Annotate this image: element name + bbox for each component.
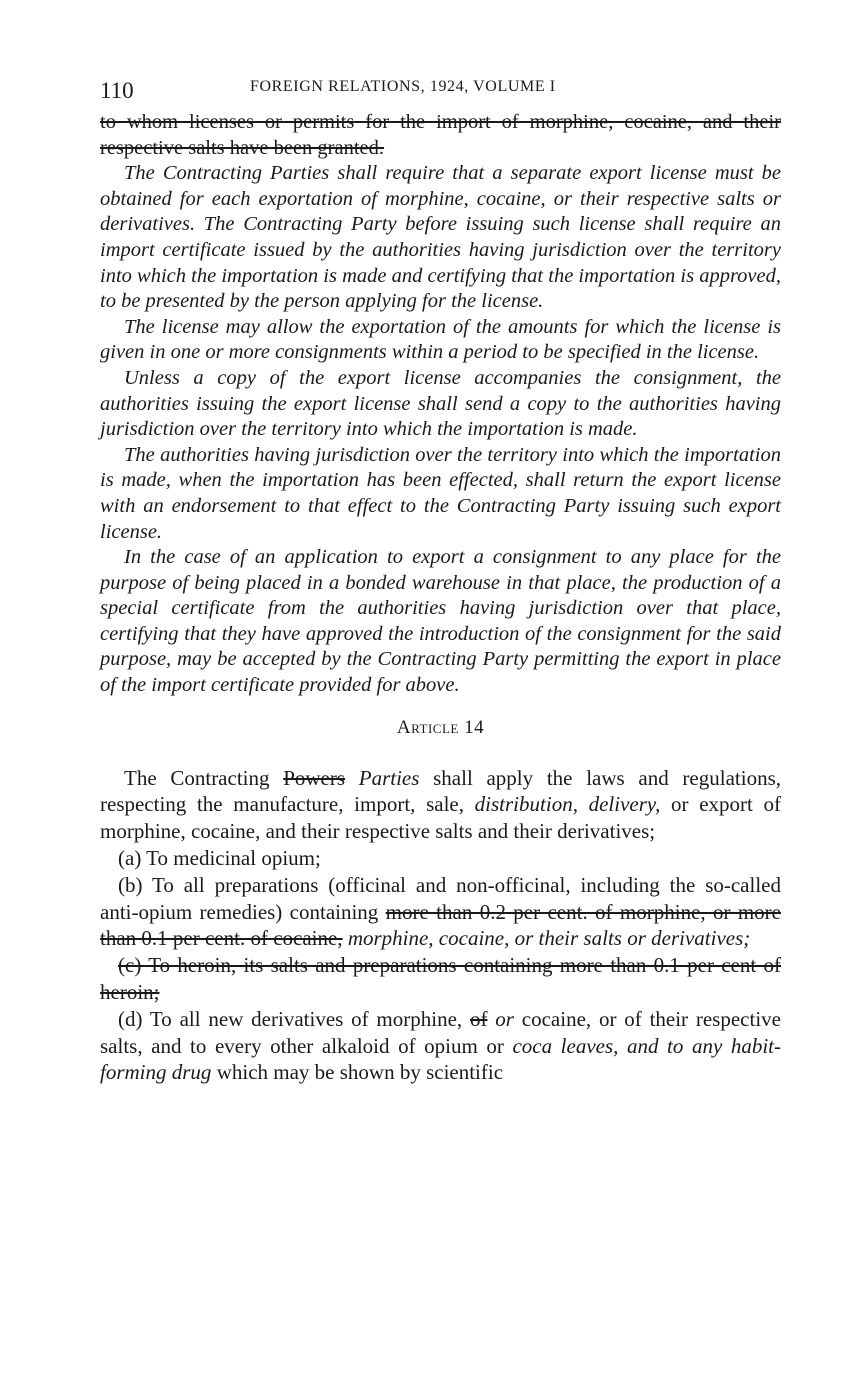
paragraph-endorsement: The authorities having jurisdiction over the territory into which the importation is made, when the importation has been effected, shall return the export license with an endorsement to that effect to the Contracting Party issuing such export license. — [100, 443, 781, 543]
item-d-text-3: which may be shown by scientific — [211, 1060, 504, 1085]
item-d-italic-coca: coca leaves, and to any habit-forming drug — [100, 1033, 781, 1085]
item-b-text-1: (b) To all preparations (officinal and non-officinal, including the so-called anti-opium remedies) containing — [100, 872, 781, 924]
item-d-struck-of: of — [469, 1006, 488, 1031]
intro-struck-powers: Powers — [283, 765, 346, 790]
item-b — [100, 872, 781, 952]
intro-italic-parties: Parties — [345, 765, 420, 790]
intro-text-2: shall apply the laws and regulations, respecting the manufacture, import, sale, — [100, 765, 781, 817]
item-a: (a) To medicinal opium; — [118, 846, 321, 871]
item-d-text-2: cocaine, or of their respective salts, and to every other alkaloid of opium or — [100, 1006, 781, 1058]
paragraph-export-license: The Contracting Parties shall require that a separate export license must be obtained for each exportation of morphine, cocaine, or their respective salts or derivatives. The Contracting Party before issuing such license shall require an import certificate issued by the authorities having jurisdiction over the territory into which the importation is made and certifying that the importation is approved, to be presented by the person applying for the license. — [100, 162, 781, 313]
article-intro — [100, 765, 781, 845]
page-number: 110 — [100, 78, 134, 103]
item-d-text-1: (d) To all new derivatives of morphine, — [118, 1006, 470, 1031]
paragraph-license-copy: Unless a copy of the export license accompanies the consignment, the authorities issuing the export license shall send a copy to the authorities having jurisdiction over the territory into which the importation is made. — [100, 366, 781, 441]
intro-italic-distribution: distribution, delivery, — [474, 792, 661, 817]
intro-text-3: or export of morphine, cocaine, and their respective salts and their derivatives; — [100, 792, 782, 844]
article-heading: Article 14 — [396, 716, 485, 738]
page-header — [100, 72, 781, 110]
item-d-italic-or: or — [487, 1006, 514, 1031]
item-b-struck: more than 0.2 per cent. of morphine, or more than 0.1 per cent. of cocaine, — [100, 899, 781, 951]
paragraph-consignments: The license may allow the exportation of the amounts for which the license is given in one or more consignments within a period to be specified in the license. — [100, 315, 781, 364]
item-b-italic: morphine, cocaine, or their salts or derivatives; — [342, 926, 751, 951]
item-c-struck: (c) To heroin, its salts and preparations containing more than 0.1 per cent of heroin; — [100, 953, 781, 1005]
intro-text-1: The Contracting — [124, 765, 284, 790]
item-d — [100, 1006, 781, 1086]
paragraph-bonded-warehouse: In the case of an application to export a consignment to any place for the purpose of being placed in a bonded warehouse in that place, the production of a special certificate from the authorities having jurisdiction over that place, certifying that they have approved the introduction of the consignment for the said purpose, may be accepted by the Contracting Party permitting the export in place of the import certificate provided for above. — [100, 546, 781, 697]
struck-opening-text: to whom licenses or permits for the import of morphine, cocaine, and their respective salts have been granted. — [100, 111, 781, 159]
running-head: FOREIGN RELATIONS, 1924, VOLUME I — [250, 78, 556, 95]
